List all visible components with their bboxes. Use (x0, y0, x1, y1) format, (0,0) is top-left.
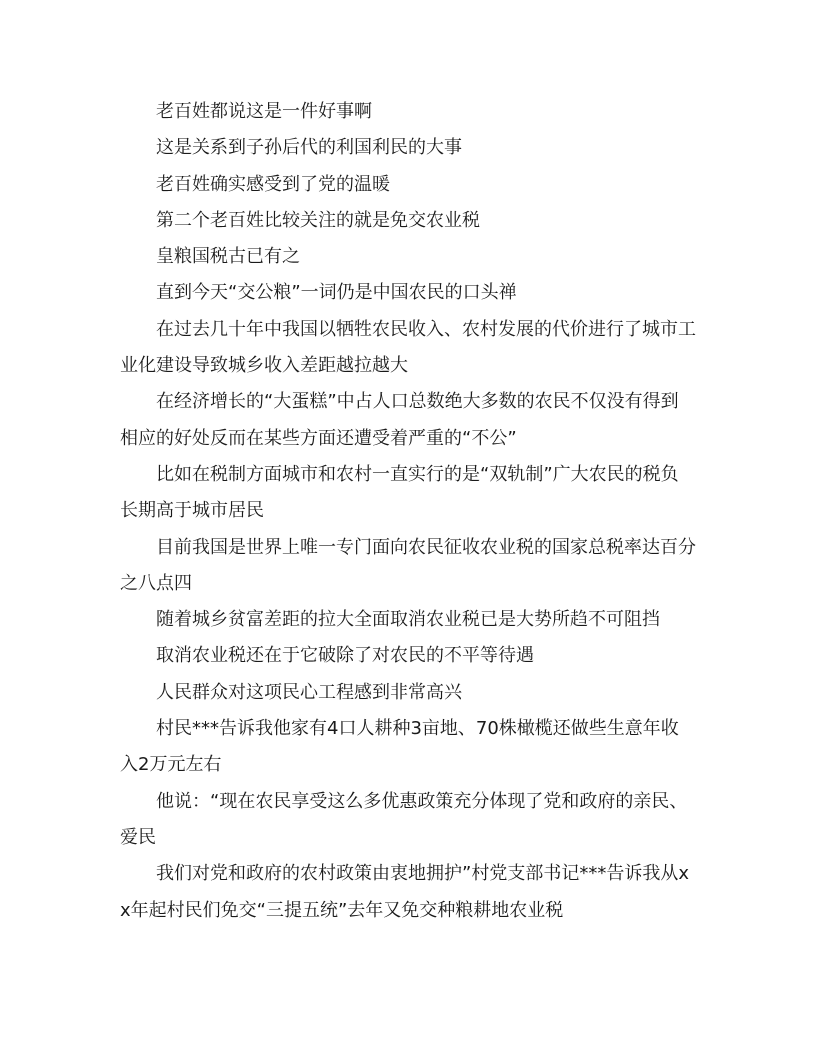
paragraph: 第二个老百姓比较关注的就是免交农业税 (156, 209, 480, 231)
paragraph: 比如在税制方面城市和农村一直实行的是“双轨制”广大农民的税负长期高于城市居民 (120, 463, 679, 522)
paragraph: 皇粮国税古已有之 (156, 246, 300, 268)
paragraph: 在经济增长的“大蛋糕”中占人口总数绝大多数的农民不仅没有得到相应的好处反而在某些方面还遭受着严重的“不公” (120, 391, 679, 449)
paragraph: 取消农业税还在于它破除了对农民的不平等待遇 (156, 645, 534, 667)
paragraph: 直到今天“交公粮”一词仍是中国农民的口头禅 (156, 282, 517, 304)
paragraph: 这是关系到子孙后代的利国利民的大事 (156, 137, 462, 159)
paragraph: 老百姓都说这是一件好事啊 (156, 101, 372, 122)
paragraph: 老百姓确实感受到了党的温暖 (156, 173, 390, 195)
paragraph: 村民***告诉我他家有4口人耕种3亩地、70株橄榄还做些生意年收入2万元左右 (120, 718, 679, 776)
paragraph: 他说：“现在农民享受这么多优惠政策充分体现了党和政府的亲民、爱民 (120, 790, 688, 848)
paragraph: 目前我国是世界上唯一专门面向农民征收农业税的国家总税率达百分之八点四 (120, 536, 696, 594)
paragraph: 随着城乡贫富差距的拉大全面取消农业税已是大势所趋不可阻挡 (156, 609, 660, 631)
paragraph: 我们对党和政府的农村政策由衷地拥护”村党支部书记***告诉我从xx年起村民们免交“三提五统”去年又免交种粮耕地农业税 (120, 863, 689, 921)
document-body (120, 94, 696, 929)
paragraph: 在过去几十年中我国以牺牲农民收入、农村发展的代价进行了城市工业化建设导致城乡收入差距越拉越大 (120, 318, 696, 377)
paragraph: 人民群众对这项民心工程感到非常高兴 (156, 681, 462, 703)
